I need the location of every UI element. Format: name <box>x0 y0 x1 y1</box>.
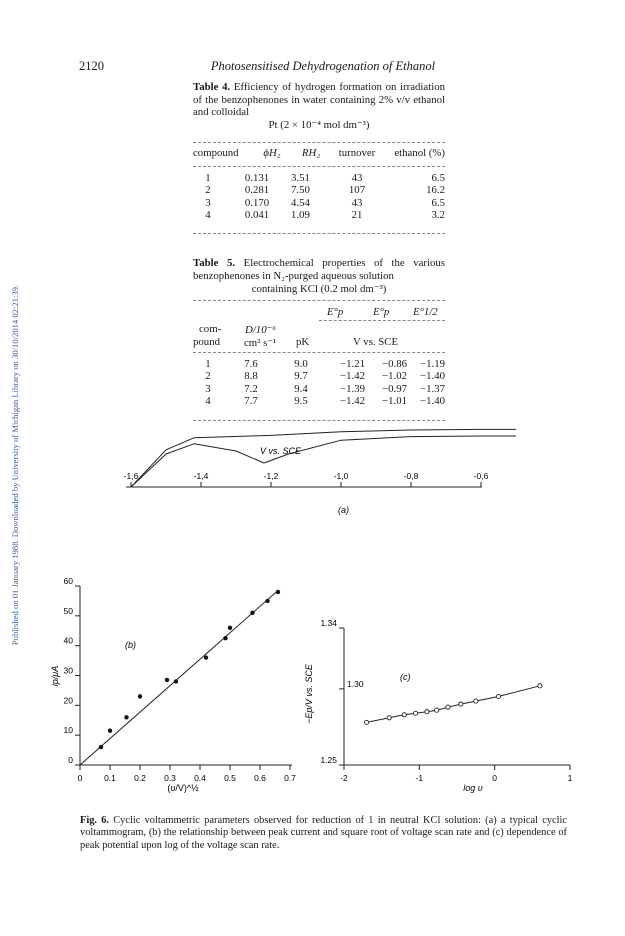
panel-b-y-tick-label: 10 <box>63 725 73 736</box>
table5-body-cell: 9.7 <box>294 370 308 383</box>
panel-a-tick-label: -1,0 <box>333 471 349 481</box>
page-number: 2120 <box>79 59 104 73</box>
panel-c-data-point <box>425 710 429 714</box>
panel-a-label: (a) <box>338 505 349 515</box>
panel-b-label: (b) <box>125 640 136 650</box>
table5-head-pk: pK <box>296 336 310 348</box>
table5-body-cell: −0.97 <box>382 382 407 395</box>
panel-b-y-tick-label: 30 <box>63 665 73 676</box>
panel-c-y-tick-label: 1.34 <box>320 618 337 628</box>
panel-a-tick-label: -1,6 <box>123 471 139 481</box>
table4-body-cell: 0.170 <box>244 196 270 209</box>
table5-body-cell: 9.5 <box>294 395 308 408</box>
panel-b-x-tick-label: 0 <box>77 773 83 783</box>
table5-body-cell: 7.6 <box>244 358 258 370</box>
panel-c-data-point <box>496 694 500 698</box>
panel-b-data-point <box>165 678 169 682</box>
table4-body-cell: 107 <box>348 184 366 197</box>
table4-body-cell: 3.2 <box>431 209 445 222</box>
panel-c-data-point <box>413 711 417 715</box>
table5-body-cell: 3 <box>205 382 211 395</box>
table4-body-cell: 4.54 <box>291 196 310 209</box>
panel-c-y-tick-label: 1.25 <box>320 755 337 765</box>
table5-head-compound-2: pound <box>193 336 220 348</box>
table5-body-cell: 8.8 <box>244 370 258 383</box>
panel-c-data-point <box>446 705 450 709</box>
panel-b-data-point <box>276 590 280 594</box>
panel-b-y-tick-label: 20 <box>63 695 73 706</box>
panel-b-x-tick-label: 0.7 <box>284 773 296 783</box>
table4-body-cell: 43 <box>351 172 363 184</box>
panel-b-x-tick-label: 0.2 <box>134 773 146 783</box>
panel-a-sweep-1 <box>131 436 516 487</box>
table5-label: Table 5. <box>193 257 236 269</box>
table5-body-cell: −1.19 <box>420 358 445 370</box>
table5-body-cell: 4 <box>205 395 211 408</box>
table5-body-cell: −1.40 <box>420 395 445 408</box>
table4-body-cell: 6.5 <box>431 172 445 184</box>
table5-body-cell: −0.86 <box>382 358 407 370</box>
table4-body-cell: 1.09 <box>291 209 310 222</box>
panel-b-data-point <box>228 626 232 630</box>
panel-b-x-tick-label: 0.3 <box>164 773 176 783</box>
table5-body-cell: 1 <box>205 358 211 370</box>
panel-c-line <box>367 686 540 723</box>
table4-caption-text: Efficiency of hydrogen formation on irradiation of the benzophenones in water containing 2% v/v ethanol and colloidal <box>193 81 446 119</box>
table5-body-cell: −1.21 <box>340 358 365 370</box>
table5-body-cell: −1.02 <box>382 370 407 383</box>
table5-body-cell: −1.42 <box>340 370 365 383</box>
panel-c-data-point <box>459 702 463 706</box>
table5-body-cell: 9.4 <box>294 382 308 395</box>
table4-body-cell: 3 <box>205 196 211 209</box>
table4-col-phi: ϕH₂ <box>263 147 281 159</box>
table4-col-r: RH₂ <box>301 147 321 159</box>
panel-b-y-tick-label: 60 <box>63 576 73 586</box>
figure-caption <box>80 815 567 852</box>
table5-body-cell: −1.40 <box>420 370 445 383</box>
panel-b-x-tick-label: 0.5 <box>224 773 236 783</box>
table4-body-cell: 0.041 <box>244 209 270 222</box>
panel-b-y-tick-label: 0 <box>68 755 73 765</box>
table5-head-e-half: E°1/2 <box>413 306 438 318</box>
table5-body-cell: 7.2 <box>244 382 258 395</box>
figure-caption-text: Cyclic voltammetric parameters observed for reduction of 1 in neutral KCl solution: (a) a typical cyclic voltammogram, (b) the relationship between peak current and square root of voltage scan rate and (c) dependence of peak potential upon log of the voltage scan rate. <box>80 815 568 851</box>
table5-body-cell: 2 <box>205 370 211 383</box>
panel-a-tick-label: -0,8 <box>403 471 419 481</box>
panel-c-ylabel: −Ep/V vs. SCE <box>304 664 314 724</box>
table5-caption-last: containing KCl (0.2 mol dm⁻³) <box>251 283 387 295</box>
panel-b-data-point <box>124 715 128 719</box>
panel-c-x-tick-label: -1 <box>415 773 424 783</box>
table5-body-cell: −1.39 <box>340 382 365 395</box>
table5-head-d-1: D/10⁻⁶ <box>245 324 277 336</box>
table4-col-ethanol: ethanol (%) <box>394 147 445 159</box>
table5-body-cell: −1.42 <box>340 395 365 408</box>
table4-label: Table 4. <box>193 81 231 93</box>
panel-b-x-tick-label: 0.6 <box>254 773 266 783</box>
table5-body-cell: 7.7 <box>244 395 258 408</box>
table5-body-cell: −1.01 <box>382 395 407 408</box>
panel-b-data-point <box>250 611 254 615</box>
running-title: Photosensitised Dehydrogenation of Ethanol <box>210 59 436 73</box>
panel-c-data-point <box>538 684 542 688</box>
table4-body-cell: 2 <box>205 184 211 197</box>
table5-head-compound-1: com- <box>199 323 222 335</box>
panel-b-data-point <box>174 679 178 683</box>
table4-body-cell: 0.281 <box>244 184 270 197</box>
table5-head-units: V vs. SCE <box>353 336 399 348</box>
table4-caption-last: Pt (2 × 10⁻⁴ mol dm⁻³) <box>268 119 370 131</box>
panel-a-xlabel: V vs. SCE <box>260 446 302 456</box>
panel-a-tick-label: -1,4 <box>193 471 209 481</box>
table4-body-cell: 21 <box>351 209 363 222</box>
panel-a-tick-label: -0,6 <box>473 471 489 481</box>
table5-caption-text: Electrochemical properties of the various benzophenones in N₂-purged aqueous solution <box>193 257 446 282</box>
panel-c-xlabel: log υ <box>463 783 483 793</box>
table5-body-cell: −1.37 <box>420 382 445 395</box>
panel-b-data-point <box>204 655 208 659</box>
table4-body-cell: 16.2 <box>426 184 445 197</box>
panel-c-data-point <box>365 720 369 724</box>
panel-b-data-point <box>223 636 227 640</box>
panel-c-data-point <box>435 708 439 712</box>
table5-head-e-p1: E°p <box>327 306 344 318</box>
panel-a-tick-label: -1,2 <box>263 471 279 481</box>
table4-body-cell: 6.5 <box>431 196 445 209</box>
table5-head-e-p2: E°p <box>373 306 390 318</box>
table4-body-cell: 7.50 <box>291 184 310 197</box>
panel-b-data-point <box>138 694 142 698</box>
table4-body-cell: 0.131 <box>244 172 270 184</box>
panel-b-data-point <box>265 599 269 603</box>
panel-c-data-point <box>387 716 391 720</box>
table4-body-cell: 1 <box>205 172 211 184</box>
table5-body-cell: 9.0 <box>294 358 308 370</box>
table4-col-compound: compound <box>193 147 239 159</box>
panel-b-fit-line <box>80 590 278 765</box>
panel-b-y-tick-label: 50 <box>63 605 73 616</box>
panel-c-y-tick-label: 1.30 <box>347 678 364 689</box>
panel-b-x-tick-label: 0.1 <box>104 773 116 783</box>
panel-c-data-point <box>474 699 478 703</box>
table4-col-turnover: turnover <box>338 147 376 159</box>
panel-b-xlabel: (υ/V)^½ <box>167 783 199 793</box>
table4-body-cell: 4 <box>205 209 211 222</box>
table4-body-cell: 43 <box>351 196 363 209</box>
panel-a-sweep-2 <box>131 429 516 487</box>
panel-c-x-tick-label: -2 <box>340 773 348 783</box>
panel-c-label: (c) <box>400 672 411 682</box>
table4-body-cell: 3.51 <box>291 172 310 184</box>
panel-c-data-point <box>402 713 406 717</box>
download-notice-text: Published on 01 January 1988. Downloaded by University of Michigan Library on 30/10/2014 02:21:39. <box>10 284 20 646</box>
panel-c-x-tick-label: 0 <box>492 773 498 783</box>
panel-b-data-point <box>108 728 112 732</box>
panel-b-data-point <box>99 745 103 749</box>
panel-b-ylabel: ip/μA <box>50 665 60 687</box>
table5-head-d-2: cm² s⁻¹ <box>244 337 277 349</box>
figure-caption-label: Fig. 6. <box>80 815 110 826</box>
panel-b-x-tick-label: 0.4 <box>194 773 206 783</box>
panel-b-y-tick-label: 40 <box>63 635 73 646</box>
panel-c-x-tick-label: 1 <box>567 773 573 783</box>
